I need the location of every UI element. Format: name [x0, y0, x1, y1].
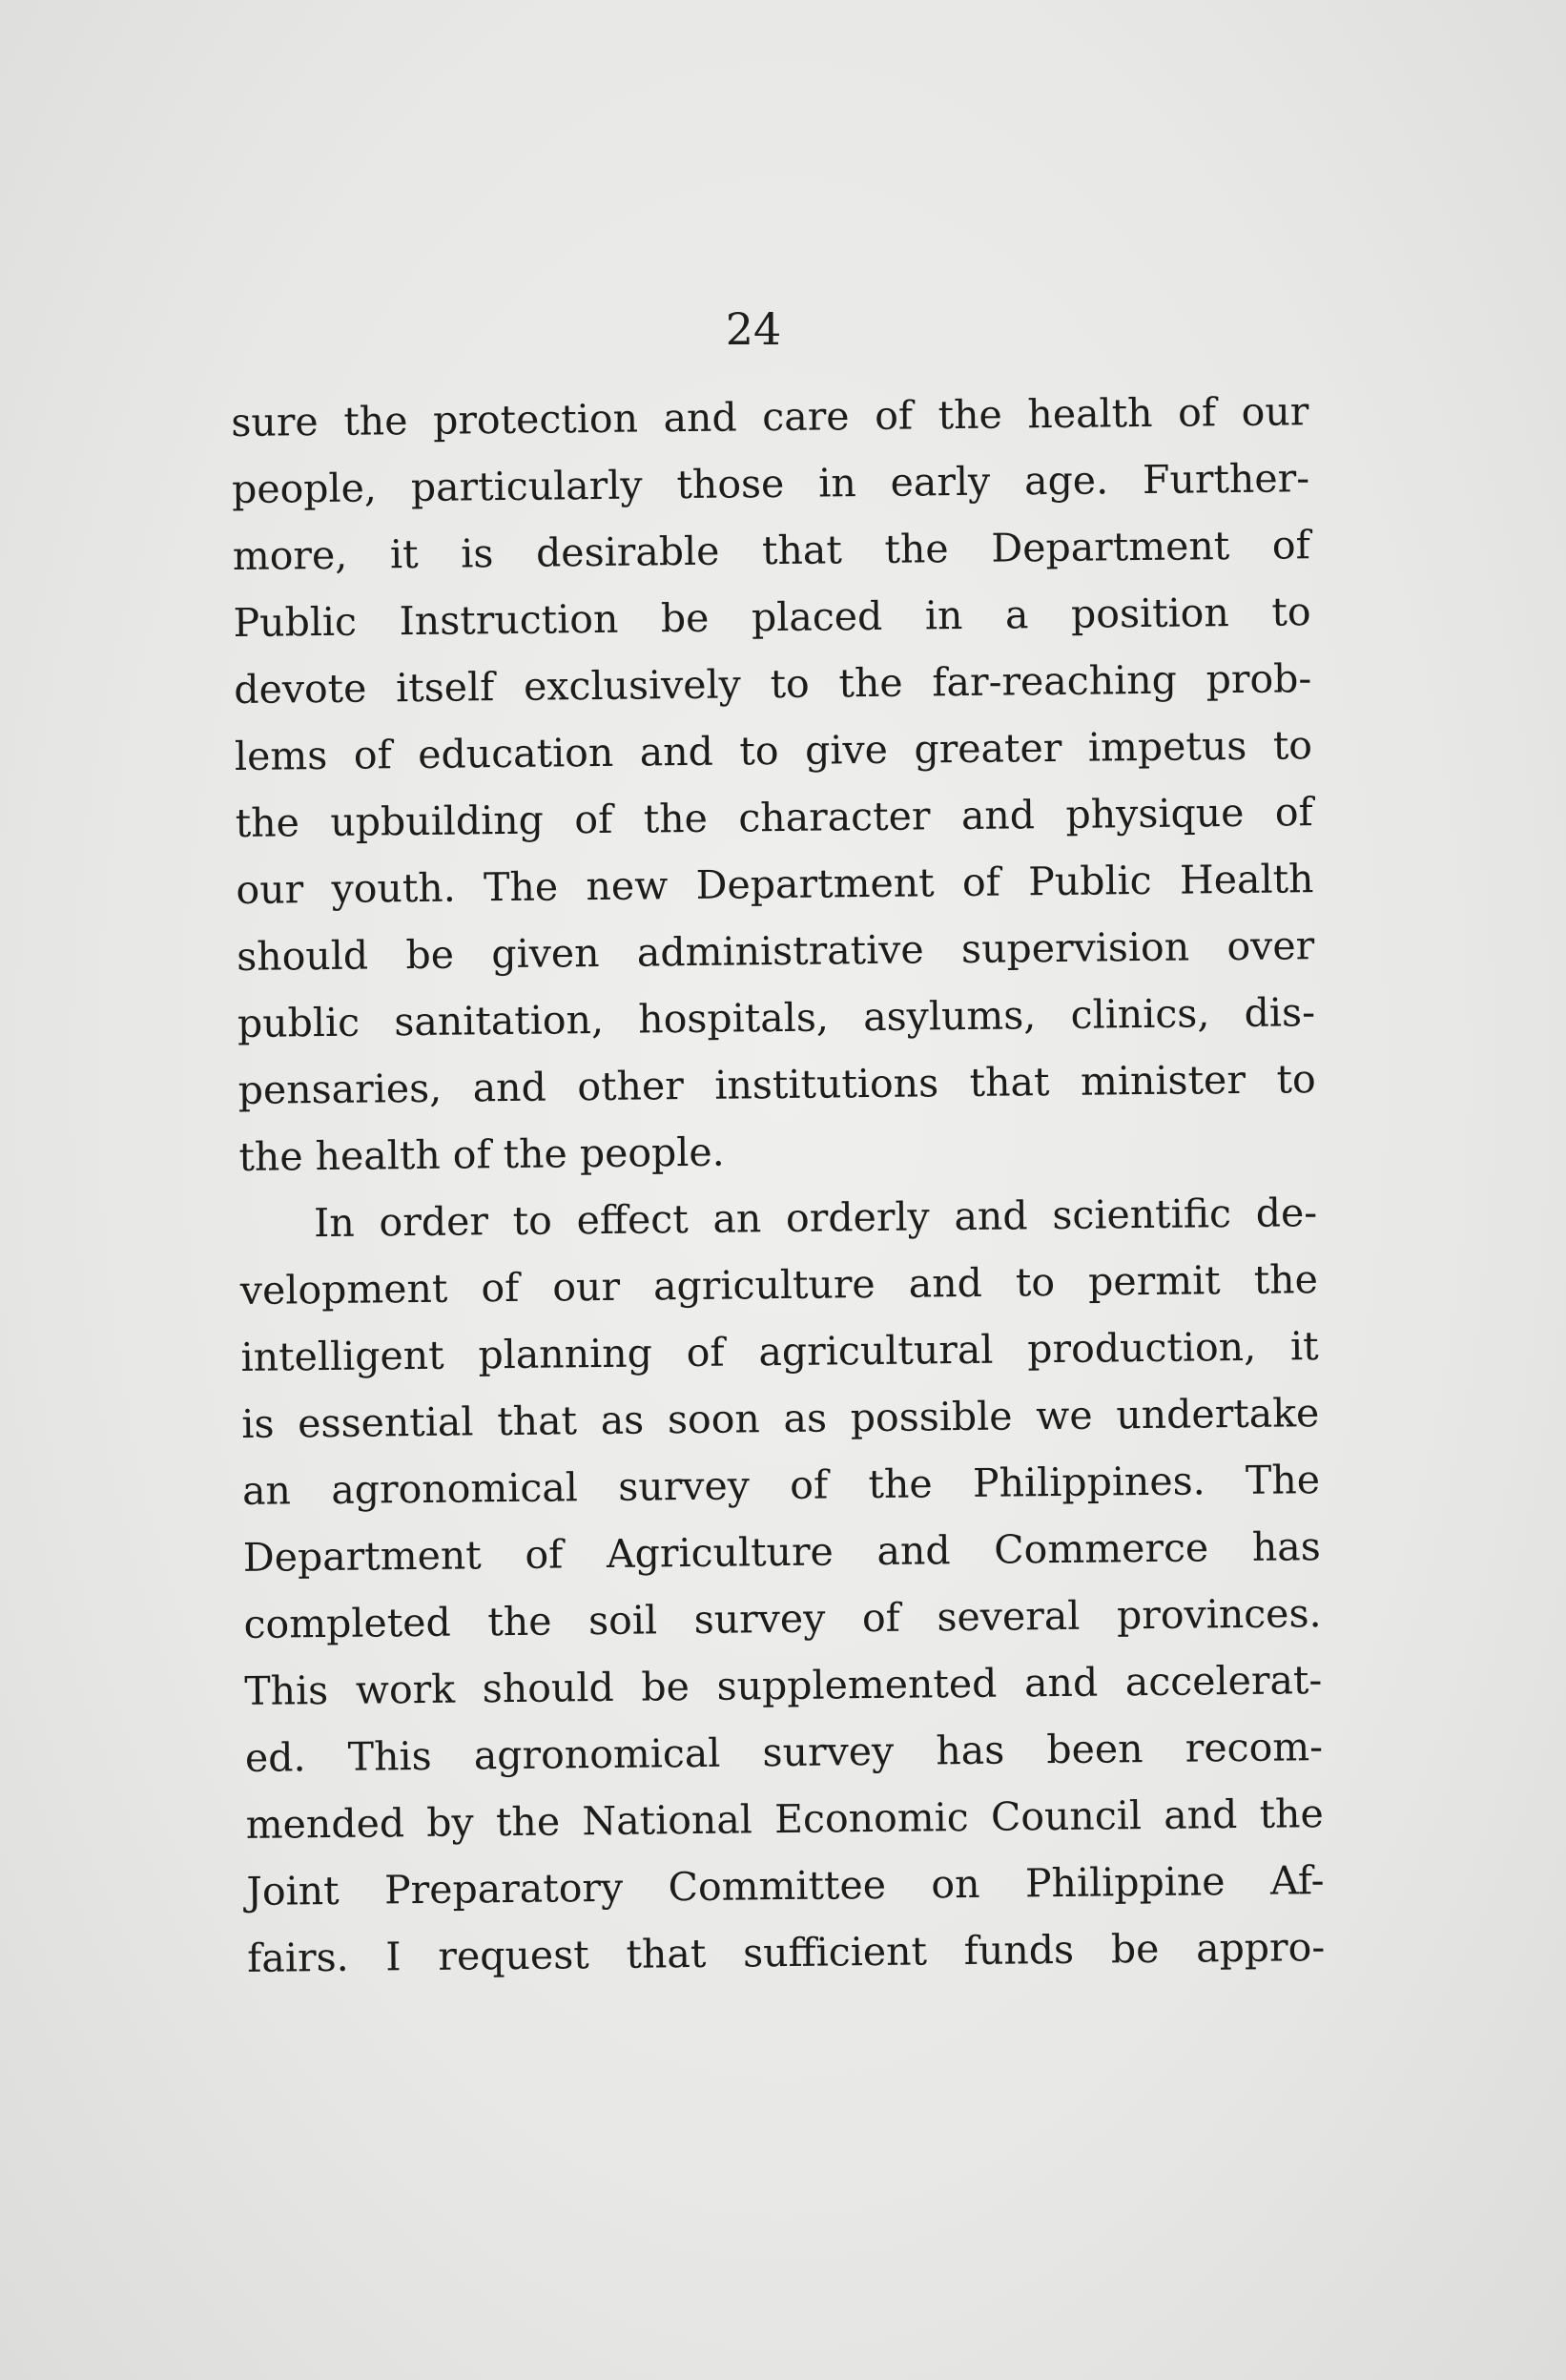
- text-line: Department of Agriculture and Commerce has: [242, 1523, 1322, 1581]
- text-line: pensaries, and other institutions that minister to: [237, 1056, 1316, 1113]
- text-line: our youth. The new Department of Public Health: [236, 856, 1314, 913]
- text-line: the upbuilding of the character and physique of: [235, 789, 1313, 846]
- text-line: Public Instruction be placed in a position to: [233, 589, 1311, 646]
- text-line: velopment of our agriculture and to permit the: [239, 1256, 1319, 1314]
- text-line: more, it is desirable that the Department of: [232, 522, 1311, 579]
- body-text: [231, 378, 1326, 1992]
- text-line: should be given administrative supervision over: [236, 922, 1315, 980]
- text-line: an agronomical survey of the Philippines. The: [241, 1457, 1321, 1514]
- page-number: 24: [725, 303, 782, 355]
- text-line: sure the protection and care of the health of our: [231, 388, 1309, 445]
- text-line: ed. This agronomical survey has been recom-: [244, 1724, 1324, 1781]
- text-line: This work should be supplemented and accelerat-: [244, 1657, 1323, 1714]
- text-line: the health of the people.: [238, 1128, 725, 1180]
- text-line: is essential that as soon as possible we undertake: [241, 1390, 1320, 1447]
- text-line: fairs. I request that sufficient funds be appro-: [246, 1924, 1326, 1981]
- text-line: devote itself exclusively to the far-reaching prob-: [234, 655, 1312, 713]
- text-line: people, particularly those in early age. Further-: [231, 455, 1310, 512]
- text-line: Joint Preparatory Committee on Philippine Af-: [246, 1857, 1325, 1914]
- text-line: intelligent planning of agricultural production, it: [240, 1323, 1319, 1380]
- text-line: mended by the National Economic Council and the: [245, 1790, 1324, 1848]
- text-line: public sanitation, hospitals, asylums, clinics, dis-: [237, 989, 1316, 1046]
- text-line: completed the soil survey of several provinces.: [243, 1590, 1322, 1647]
- text-line: lems of education and to give greater impetus to: [234, 722, 1313, 779]
- paragraph-start-line: In order to effect an orderly and scientific de-: [313, 1190, 1318, 1247]
